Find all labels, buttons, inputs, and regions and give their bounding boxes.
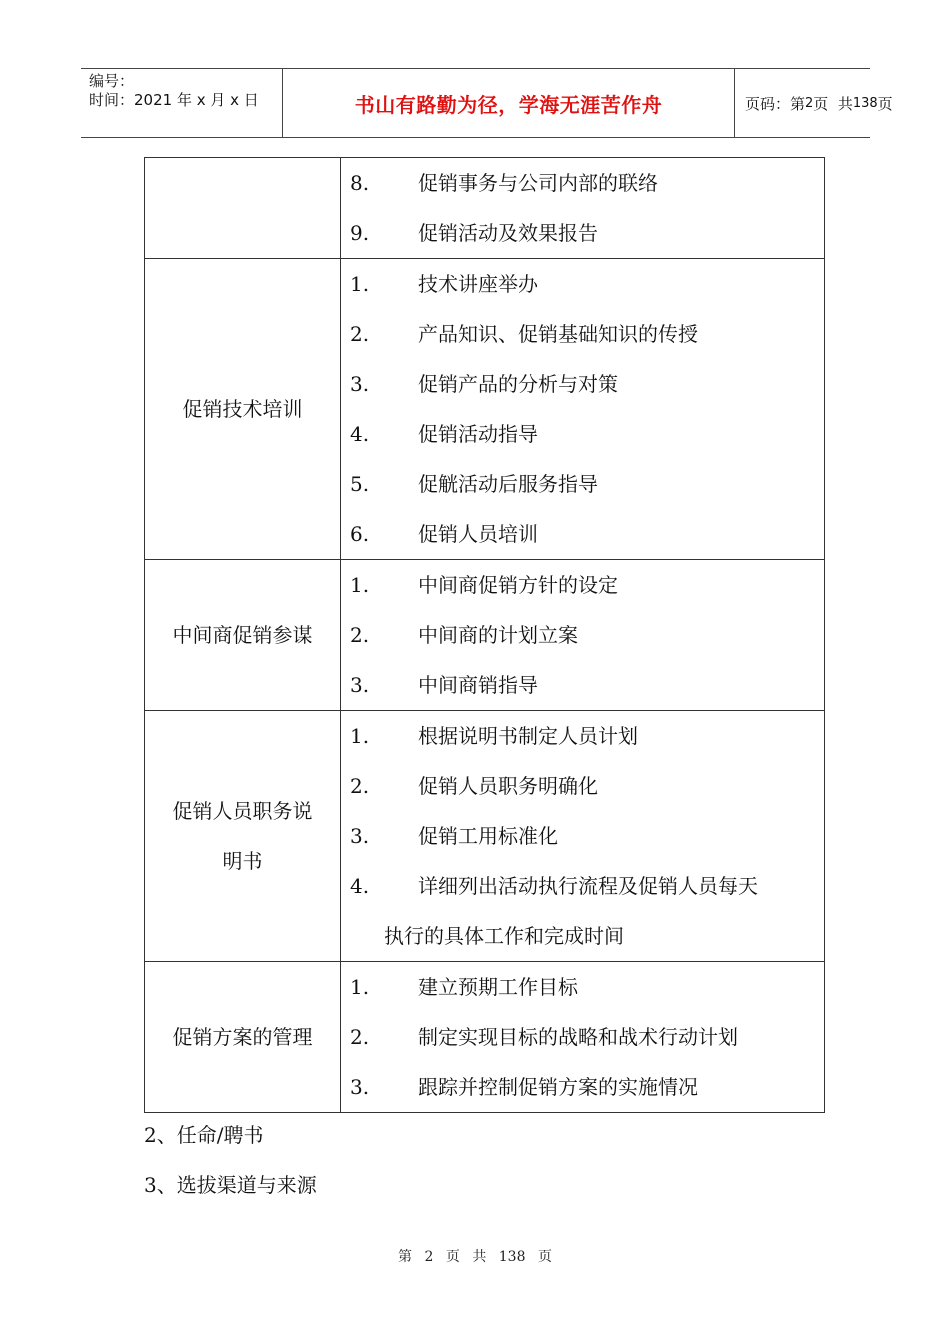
category-line: 促销人员职务说: [172, 799, 313, 823]
duty-table: [144, 157, 825, 1113]
list-item: 2. 促销人员职务明确化: [350, 774, 598, 798]
page-total: 138: [852, 95, 878, 111]
footer-mid2: 共: [472, 1249, 487, 1265]
table-row: [145, 560, 825, 711]
category-cell: 促销方案的管理: [145, 962, 341, 1113]
list-item: 4. 促销活动指导: [350, 422, 538, 446]
footer-suffix: 页: [537, 1249, 552, 1265]
list-item: 1. 中间商促销方针的设定: [350, 573, 618, 597]
items-cell: [341, 560, 825, 711]
list-item: 9. 促销活动及效果报告: [350, 221, 598, 245]
section-heading: 2、任命/聘书: [144, 1123, 264, 1147]
list-item: 3. 促销产品的分析与对策: [350, 372, 618, 396]
footer-mid1: 页: [445, 1249, 460, 1265]
header-page-info: [735, 69, 893, 137]
header-motto: 书山有路勤为径，学海无涯苦作舟: [282, 69, 735, 137]
list-item: 3. 跟踪并控制促销方案的实施情况: [350, 1075, 698, 1099]
items-cell: [341, 158, 825, 259]
footer-page: 2: [424, 1249, 434, 1265]
list-item: 1. 建立预期工作目标: [350, 975, 578, 999]
category-cell: 中间商促销参谋: [145, 560, 341, 711]
items-cell: [341, 962, 825, 1113]
category-cell: [145, 158, 341, 259]
page-prefix: 页码：第: [745, 94, 806, 113]
list-item: 2. 中间商的计划立案: [350, 623, 578, 647]
list-item: 8. 促销事务与公司内部的联络: [350, 171, 658, 195]
list-item: 2. 制定实现目标的战略和战术行动计划: [350, 1025, 738, 1049]
category-cell: 促销技术培训: [145, 259, 341, 560]
header-meta: [81, 69, 282, 137]
page-num: 2: [805, 95, 814, 111]
footer-total: 138: [498, 1249, 526, 1265]
list-item: 1. 技术讲座举办: [350, 272, 538, 296]
category-line: 明书: [222, 849, 263, 873]
table-row: [145, 158, 825, 259]
items-cell: [341, 259, 825, 560]
list-item: 5. 促觥活动后服务指导: [350, 472, 598, 496]
category-cell: [145, 711, 341, 962]
table-row: [145, 962, 825, 1113]
page-suffix: 页: [877, 94, 893, 113]
items-cell: [341, 711, 825, 962]
section-heading: 3、选拔渠道与来源: [144, 1173, 317, 1197]
footer-prefix: 第: [398, 1249, 413, 1265]
number-label: 编号：: [89, 72, 135, 90]
list-item: 4. 详细列出活动执行流程及促销人员每天: [350, 874, 758, 898]
list-item: 2. 产品知识、促销基础知识的传授: [350, 322, 698, 346]
time-label: 时间：2021 年 x 月 x 日: [89, 91, 259, 109]
page-footer: [0, 1246, 950, 1266]
list-item: 3. 促销工用标准化: [350, 824, 558, 848]
list-item: 6. 促销人员培训: [350, 522, 538, 546]
list-item: 1. 根据说明书制定人员计划: [350, 724, 638, 748]
page-mid: 页 共: [813, 94, 853, 113]
list-item: 3. 中间商销指导: [350, 673, 538, 697]
table-row: [145, 259, 825, 560]
list-item-continuation: 执行的具体工作和完成时间: [384, 924, 624, 948]
table-row: [145, 711, 825, 962]
page-header: [81, 68, 893, 138]
